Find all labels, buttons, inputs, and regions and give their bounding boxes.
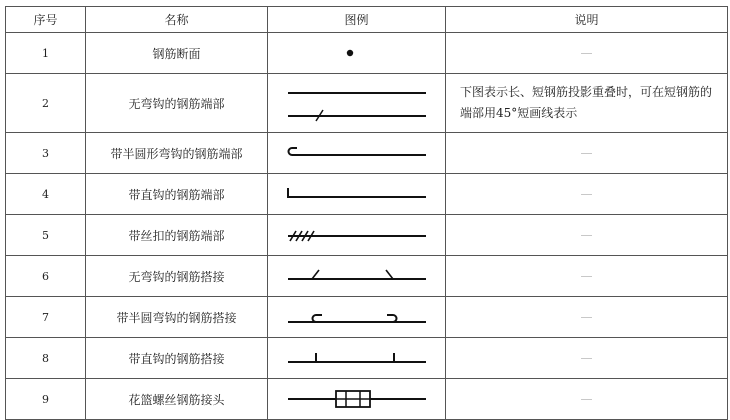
row-index: 6 [6,256,86,297]
row-note: — [446,33,728,74]
row-index: 7 [6,297,86,338]
rebar-end-straight-hook-icon [282,184,432,204]
table-row [6,338,728,379]
header-index: 序号 [6,7,86,33]
table-row [6,379,728,420]
rebar-end-threaded-icon [282,225,432,245]
row-legend [268,256,446,297]
row-index: 5 [6,215,86,256]
row-name: 无弯钩的钢筋端部 [86,74,268,133]
row-name: 带直钩的钢筋端部 [86,174,268,215]
row-legend [268,74,446,133]
row-note: — [446,215,728,256]
table-row [6,256,728,297]
rebar-turnbuckle-splice-icon [282,387,432,411]
row-note: — [446,256,728,297]
table-row [6,74,728,133]
row-index: 9 [6,379,86,420]
row-legend [268,133,446,174]
header-row [6,7,728,33]
rebar-end-semicircular-hook-icon [282,143,432,163]
table-row [6,33,728,74]
row-legend [268,215,446,256]
row-name: 带直钩的钢筋搭接 [86,338,268,379]
row-legend [268,174,446,215]
row-note: 下图表示长、短钢筋投影重叠时，可在短钢筋的端部用45°短画线表示 [446,74,728,133]
table-row [6,174,728,215]
row-note: — [446,133,728,174]
row-index: 3 [6,133,86,174]
row-legend [268,33,446,74]
rebar-lap-no-hook-icon [282,266,432,286]
row-note: — [446,338,728,379]
row-legend [268,338,446,379]
header-note: 说明 [446,7,728,33]
row-name: 钢筋断面 [86,33,268,74]
rebar-lap-straight-hook-icon [282,348,432,368]
row-name: 带半圆弯钩的钢筋搭接 [86,297,268,338]
row-legend [268,379,446,420]
rebar-legend-table [5,6,728,420]
row-note: — [446,297,728,338]
row-name: 带丝扣的钢筋端部 [86,215,268,256]
rebar-lap-semicircular-hook-icon [282,307,432,327]
row-name: 花篮螺丝钢筋接头 [86,379,268,420]
row-note: — [446,379,728,420]
row-legend [268,297,446,338]
row-index: 1 [6,33,86,74]
table-row [6,215,728,256]
table-row [6,297,728,338]
rebar-end-no-hook-icon [282,83,432,123]
row-index: 8 [6,338,86,379]
row-name: 无弯钩的钢筋搭接 [86,256,268,297]
row-note: — [446,174,728,215]
row-name: 带半圆形弯钩的钢筋端部 [86,133,268,174]
header-name: 名称 [86,7,268,33]
row-index: 2 [6,74,86,133]
header-legend: 图例 [268,7,446,33]
rebar-section-dot-icon [282,43,432,63]
table-row [6,133,728,174]
row-index: 4 [6,174,86,215]
